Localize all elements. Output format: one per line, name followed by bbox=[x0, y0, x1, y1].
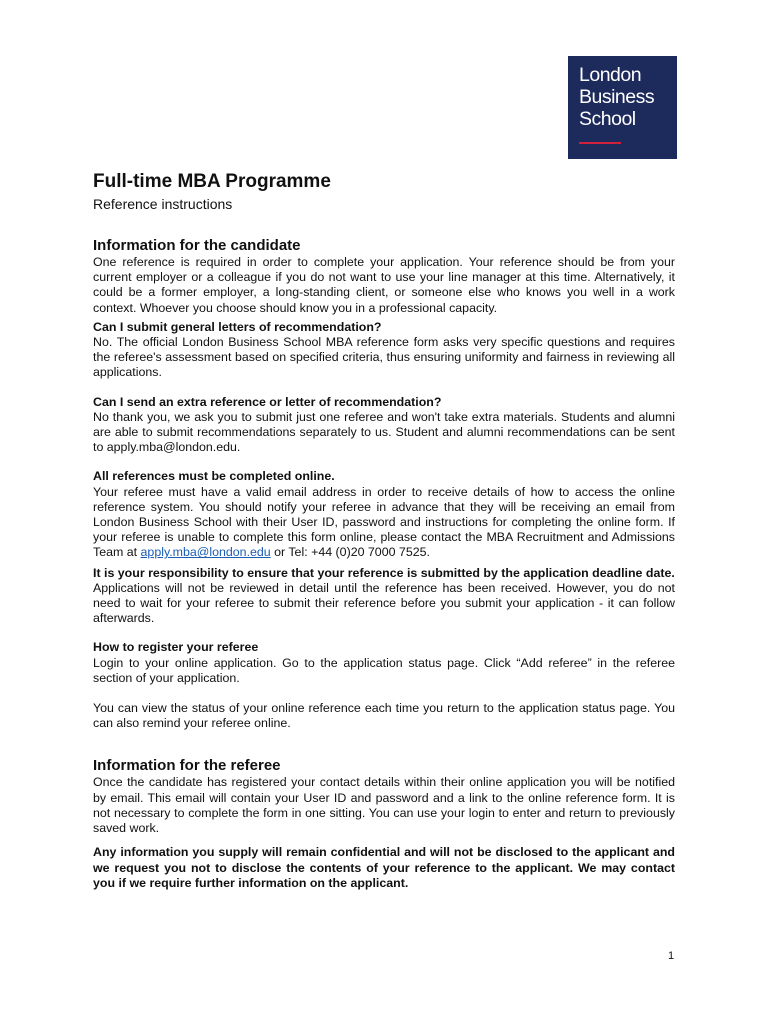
candidate-heading: Information for the candidate bbox=[93, 237, 301, 254]
logo-text-line-2: Business bbox=[579, 86, 655, 108]
question-deadline: It is your responsibility to ensure that your reference is submitted by the application deadline date. bbox=[93, 565, 675, 580]
answer-register-referee: Login to your online application. Go to the application status page. Click “Add referee” in the referee section of your application. bbox=[93, 655, 675, 685]
page-number: 1 bbox=[668, 950, 675, 962]
logo-text-line-3: School bbox=[579, 108, 636, 130]
question-general-letters: Can I submit general letters of recommendation? bbox=[93, 319, 382, 334]
answer-extra-reference: No thank you, we ask you to submit just one referee and won't take extra materials. Students and alumni are able to submit recommendations separately to us. Student and alumni recommendations can be sent to apply.mba@london.edu. bbox=[93, 409, 675, 455]
document-title: Full-time MBA Programme bbox=[93, 171, 331, 192]
answer-deadline: Applications will not be reviewed in detail until the reference has been received. However, you do not need to wait for your referee to submit their reference before you submit your application - it can follow afterwards. bbox=[93, 580, 675, 626]
document-subtitle: Reference instructions bbox=[93, 196, 233, 212]
logo-text-line-1: London bbox=[579, 64, 642, 86]
question-online-references: All references must be completed online. bbox=[93, 469, 335, 484]
referee-paragraph-1: Once the candidate has registered your contact details within their online application you will be notified by email. This email will contain your User ID and password and a link to the online reference form. It is not necessary to complete the form in one sitting. You can use your login to enter and return to previously saved work. bbox=[93, 775, 675, 836]
referee-heading: Information for the referee bbox=[93, 757, 281, 775]
question-extra-reference: Can I send an extra reference or letter of recommendation? bbox=[93, 394, 442, 409]
london-business-school-logo bbox=[568, 56, 677, 159]
answer-general-letters: No. The official London Business School MBA reference form asks very specific questions and requires the referee's assessment based on specified criteria, thus ensuring uniformity and fairness in reviewing all applications. bbox=[93, 335, 675, 380]
answer-online-references bbox=[93, 485, 675, 561]
email-link[interactable]: apply.mba@london.edu bbox=[140, 545, 271, 560]
answer-online-text: Your referee must have a valid email address in order to receive details of how to access the online reference system. You should notify your referee in advance that they will be receiving an email from London Business School with their User ID, password and instructions for completing the online form. If your referee is unable to complete this form online, please contact the MBA Recruitment and Admissions Team at bbox=[93, 484, 675, 560]
status-paragraph: You can view the status of your online reference each time you return to the application status page. You can also remind your referee online. bbox=[93, 701, 675, 731]
question-register-referee: How to register your referee bbox=[93, 640, 259, 655]
candidate-intro: One reference is required in order to complete your application. Your reference should be from your current employer or a colleague if you do not want to use your line manager at this time. Alternatively, it could be a former employer, a long-standing client, or someone else who knows you well in a work context. Whoever you choose should know you in a professional capacity. bbox=[93, 255, 675, 315]
document-body bbox=[93, 170, 675, 891]
answer-online-phone: or Tel: +44 (0)20 7000 7525. bbox=[270, 545, 430, 560]
logo-red-rule bbox=[579, 142, 621, 144]
referee-confidentiality-paragraph: Any information you supply will remain confidential and will not be disclosed to the applicant and we request you not to disclose the contents of your reference to the applicant. We may contact you if we require further information on the applicant. bbox=[93, 845, 675, 890]
